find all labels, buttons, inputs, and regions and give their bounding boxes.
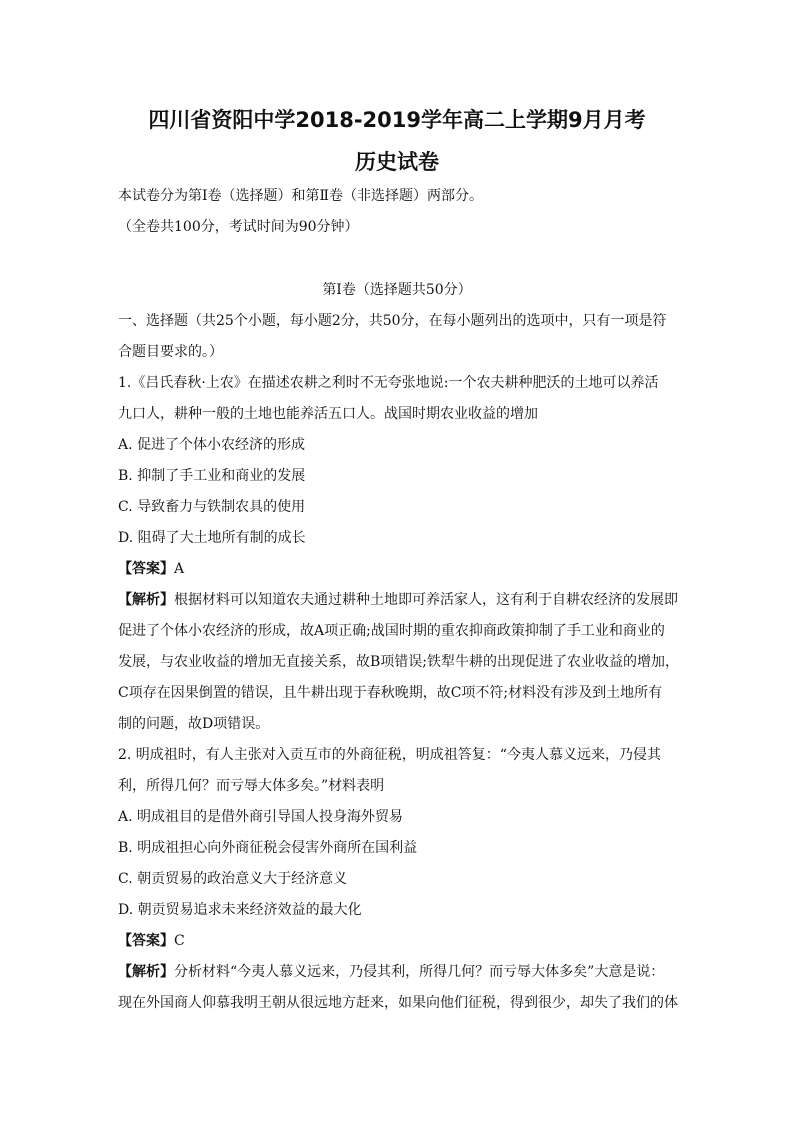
q1-analysis-3: 发展，与农业收益的增加无直接关系，故B项错误;铁犁牛耕的出现促进了农业收益的增加， (118, 654, 680, 670)
q1-option-b: B. 抑制了手工业和商业的发展 (118, 468, 306, 484)
q1-answer-value: A (174, 561, 185, 577)
q2-option-a: A. 明成祖目的是借外商引导国人投身海外贸易 (118, 809, 404, 825)
intro-line-2: （全卷共100分，考试时间为90分钟） (118, 219, 359, 235)
q2-option-b: B. 明成祖担心向外商征税会侵害外商所在国利益 (118, 840, 418, 856)
q1-analysis-4: C项存在因果倒置的错误，且牛耕出现于春秋晚期，故C项不符;材料没有涉及到土地所有 (118, 685, 663, 701)
exam-subtitle: 历史试卷 (355, 150, 439, 174)
q1-stem-1: 1.《吕氏春秋·上农》在描述农耕之利时不无夸张地说:一个农夫耕种肥沃的土地可以养活 (118, 375, 659, 391)
q1-analysis-label: 【解析】 (118, 592, 174, 608)
part1-instruction-1: 一、选择题（共25个小题，每小题2分，共50分，在每小题列出的选项中，只有一项是符 (118, 313, 667, 329)
intro-line-1: 本试卷分为第Ⅰ卷（选择题）和第Ⅱ卷（非选择题）两部分。 (118, 188, 484, 204)
q2-stem-2: 利，所得几何？而亏辱大体多矣。”材料表明 (118, 778, 385, 794)
q1-analysis-1 (118, 590, 688, 610)
exam-title: 四川省资阳中学2018-2019学年高二上学期9月月考 (148, 108, 646, 132)
q1-option-a: A. 促进了个体小农经济的形成 (118, 437, 306, 453)
q2-analysis-1 (118, 962, 688, 982)
q2-option-d: D. 朝贡贸易追求未来经济效益的最大化 (118, 902, 362, 918)
q2-stem-1: 2. 明成祖时，有人主张对入贡互市的外商征税，明成祖答复：“今夷人慕义远来，乃侵其 (118, 747, 661, 763)
q1-analysis-5: 制的问题，故D项错误。 (118, 716, 270, 732)
q1-analysis-2: 促进了个体小农经济的形成，故A项正确;战国时期的重农抑商政策抑制了手工业和商业的 (118, 623, 665, 639)
q1-option-c: C. 导致畜力与铁制农具的使用 (118, 499, 306, 515)
q2-analysis-text-1: 分析材料“今夷人慕义远来，乃侵其利，所得几何？而亏辱大体多矣”大意是说： (174, 964, 665, 980)
q1-option-d: D. 阻碍了大土地所有制的成长 (118, 530, 306, 546)
q2-answer-label: 【答案】 (118, 933, 174, 949)
q1-answer-label: 【答案】 (118, 561, 174, 577)
q2-answer-value: C (174, 933, 185, 949)
q2-analysis-label: 【解析】 (118, 964, 174, 980)
q2-option-c: C. 朝贡贸易的政治意义大于经济意义 (118, 871, 348, 887)
part1-instruction-2: 合题目要求的。） (118, 344, 223, 360)
q2-analysis-2: 现在外国商人仰慕我明王朝从很远地方赶来，如果向他们征税，得到很少，却失了我们的体 (118, 995, 678, 1011)
q1-stem-2: 九口人，耕种一般的土地也能养活五口人。战国时期农业收益的增加 (118, 406, 538, 422)
q1-answer (118, 559, 688, 579)
q2-answer (118, 931, 688, 951)
part1-heading: 第Ⅰ卷（选择题共50分） (322, 282, 472, 298)
q1-analysis-text-1: 根据材料可以知道农夫通过耕种土地即可养活家人，这有利于自耕农经济的发展即 (174, 592, 678, 608)
